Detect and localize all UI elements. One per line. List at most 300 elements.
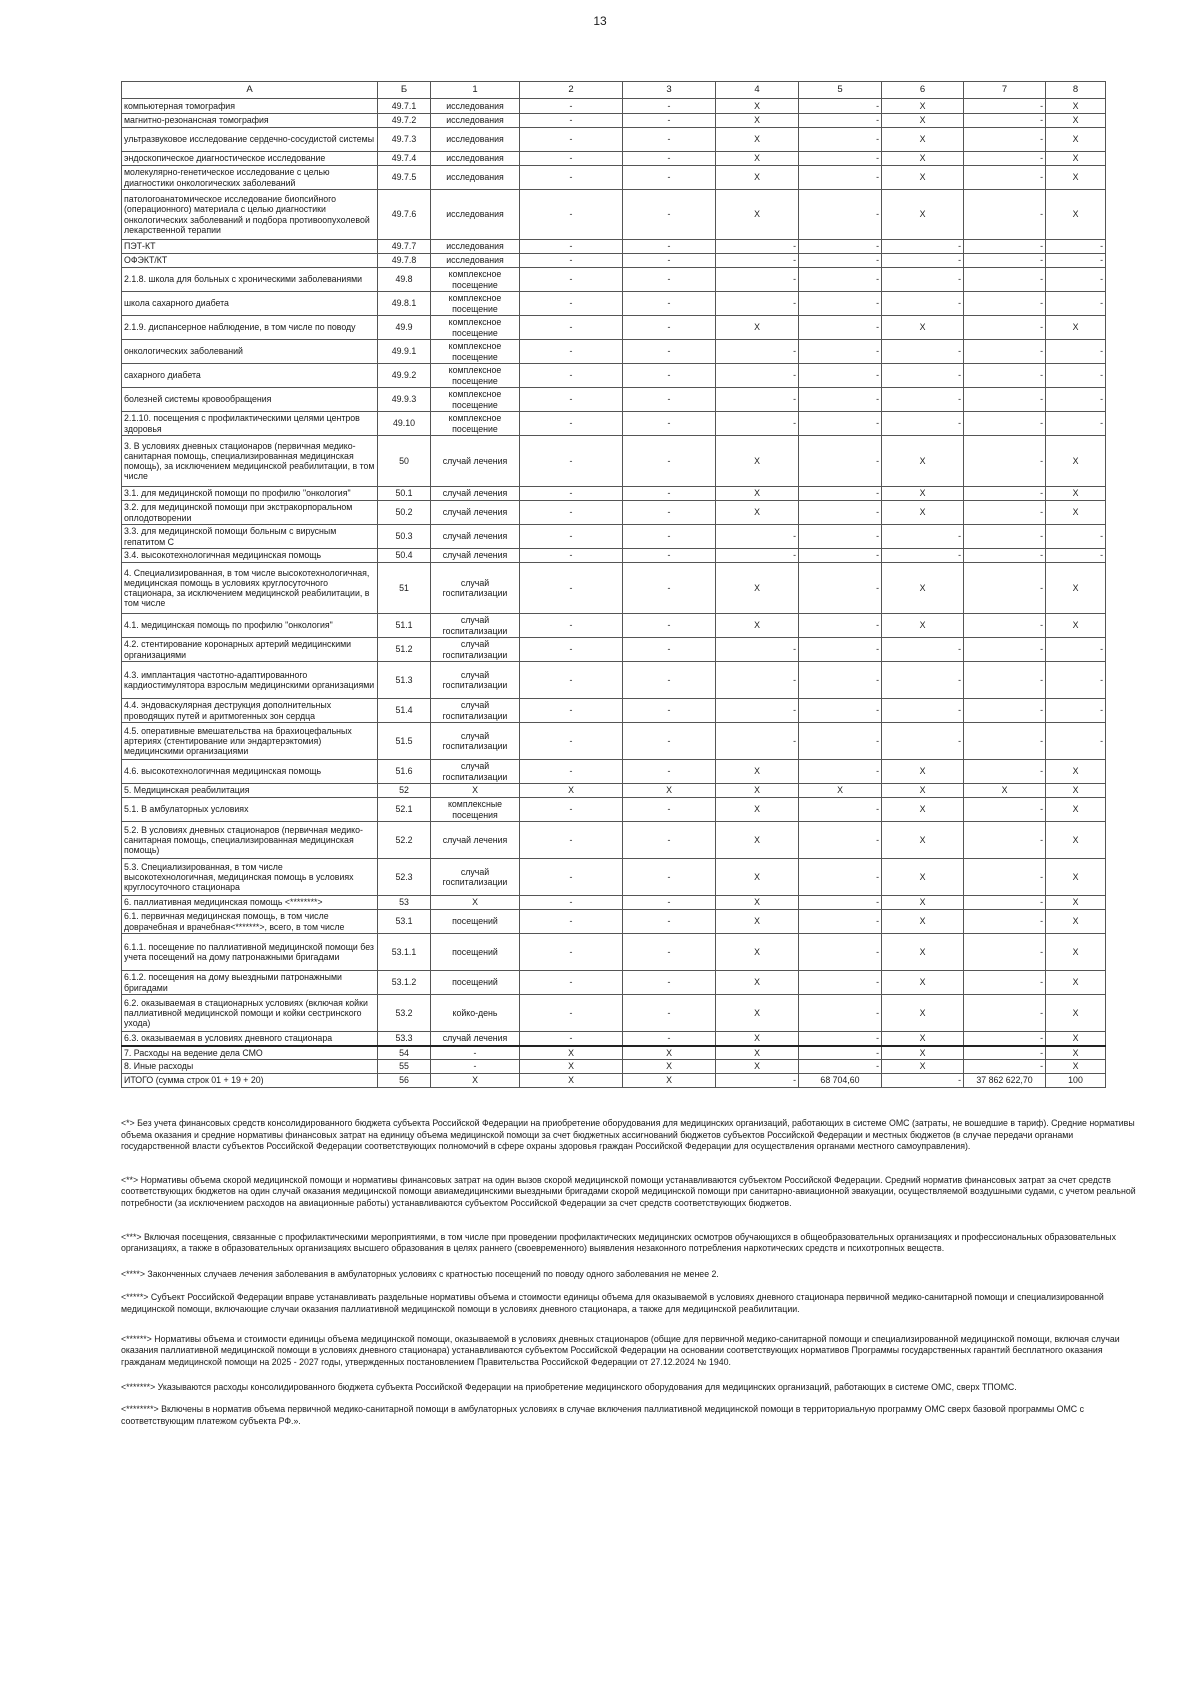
value-cell: - [520,436,623,487]
value-cell: - [1046,292,1106,316]
row-name-cell: 2.1.8. школа для больных с хроническими заболеваниями [122,268,378,292]
value-cell: - [799,614,882,638]
table-row [122,638,1106,662]
value-cell: - [623,99,716,114]
column-header: 5 [799,82,882,99]
value-cell: X [623,1046,716,1060]
value-cell: - [623,190,716,240]
value-cell: - [623,699,716,723]
value-cell: - [1046,240,1106,254]
value-cell: - [520,487,623,501]
value-cell: - [716,268,799,292]
table-row [122,1032,1106,1046]
table-row [122,114,1106,128]
value-cell: - [799,798,882,822]
value-cell: - [799,436,882,487]
value-cell: - [799,1060,882,1074]
row-name-cell: ультразвуковое исследование сердечно-сосудистой системы [122,128,378,152]
value-cell: - [623,760,716,784]
value-cell: - [520,166,623,190]
value-cell: X [716,501,799,525]
value-cell: - [716,1074,799,1088]
unit-cell: случай госпитализации [431,614,520,638]
footnote: <*****> Субъект Российской Федерации вправе устанавливать раздельные нормативы объема и стоимости единицы объема для оказываемой в условиях дневного стационара первичной медико-санитарной помощи и специализированной медицинской помощи, включающие случаи оказания паллиативной медицинской помощи в условиях дневного стационара, а также для медицинской реабилитации. [121,1292,1104,1314]
value-cell: - [623,563,716,614]
value-cell: - [882,549,964,563]
value-cell: - [623,316,716,340]
value-cell: - [520,268,623,292]
row-name-cell: 8. Иные расходы [122,1060,378,1074]
table-row [122,859,1106,896]
unit-cell: случай лечения [431,487,520,501]
value-cell: - [964,798,1046,822]
value-cell: - [623,340,716,364]
unit-cell: случай лечения [431,501,520,525]
value-cell: X [1046,971,1106,995]
value-cell: X [520,784,623,798]
row-code-cell: 54 [378,1046,431,1060]
row-code-cell: 49.8 [378,268,431,292]
value-cell: - [964,896,1046,910]
table-row [122,662,1106,699]
value-cell: - [964,525,1046,549]
value-cell: X [716,152,799,166]
value-cell: X [716,859,799,896]
value-cell: X [716,316,799,340]
value-cell: - [520,152,623,166]
value-cell: X [1046,934,1106,971]
value-cell: X [716,190,799,240]
column-header: 3 [623,82,716,99]
unit-cell: исследования [431,166,520,190]
value-cell: X [882,995,964,1032]
value-cell: X [882,316,964,340]
value-cell: X [882,614,964,638]
value-cell: X [1046,1046,1106,1060]
value-cell: - [520,114,623,128]
row-name-cell: 5.1. В амбулаторных условиях [122,798,378,822]
value-cell: X [882,563,964,614]
value-cell: X [964,784,1046,798]
table-row [122,614,1106,638]
value-cell: X [1046,99,1106,114]
value-cell: - [520,896,623,910]
value-cell: X [520,1074,623,1088]
value-cell: - [623,388,716,412]
value-cell: - [716,549,799,563]
value-cell: - [1046,662,1106,699]
unit-cell: случай госпитализации [431,662,520,699]
value-cell: - [799,934,882,971]
value-cell: - [964,662,1046,699]
row-code-cell: 49.7.4 [378,152,431,166]
value-cell: - [623,268,716,292]
row-code-cell: 56 [378,1074,431,1088]
value-cell: X [1046,487,1106,501]
row-code-cell: 50.4 [378,549,431,563]
unit-cell: комплексное посещение [431,268,520,292]
table-row [122,316,1106,340]
unit-cell: комплексные посещения [431,798,520,822]
value-cell: X [716,614,799,638]
value-cell: - [520,388,623,412]
value-cell: - [799,859,882,896]
table-row [122,364,1106,388]
value-cell: - [716,240,799,254]
row-code-cell: 53.3 [378,1032,431,1046]
value-cell: X [882,128,964,152]
value-cell: - [882,340,964,364]
value-cell: - [964,412,1046,436]
value-cell: - [520,910,623,934]
unit-cell: - [431,1060,520,1074]
footnote: <****> Законченных случаев лечения заболевания в амбулаторных условиях с кратностью посещений по поводу одного заболевания не менее 2. [121,1268,719,1279]
value-cell: X [1046,114,1106,128]
unit-cell: случай лечения [431,549,520,563]
column-header: 6 [882,82,964,99]
unit-cell: случай лечения [431,822,520,859]
table-row [122,549,1106,563]
value-cell: - [964,638,1046,662]
unit-cell: посещений [431,910,520,934]
footnote: <*******> Указываются расходы консолидированного бюджета субъекта Российской Федерации на приобретение медицинского оборудования для медицинских организаций, работающих в системе ОМС, сверх ТПОМС. [121,1382,1017,1393]
table-row [122,723,1106,760]
value-cell: - [799,699,882,723]
footnote: <***> Включая посещения, связанные с профилактическими мероприятиями, в том числе при проведении профилактических медицинских осмотров обучающихся в общеобразовательных организациях и профессиональных образовательных организациях, а также в образовательных организациях высшего образования в целях раннего (своевременного) выявления незаконного потребления наркотических средств и психотропных веществ. [121,1231,1116,1254]
value-cell: - [882,525,964,549]
table-header-row [122,82,1106,99]
value-cell: - [799,340,882,364]
value-cell: - [799,268,882,292]
value-cell: - [623,798,716,822]
value-cell: X [1046,436,1106,487]
value-cell: - [623,822,716,859]
value-cell: - [1046,412,1106,436]
value-cell: X [882,822,964,859]
value-cell: - [1046,525,1106,549]
row-name-cell: 4.2. стентирование коронарных артерий медицинскими организациями [122,638,378,662]
footnotes [121,1118,1136,1427]
value-cell: X [1046,784,1106,798]
value-cell: X [882,1046,964,1060]
value-cell: - [882,699,964,723]
value-cell: - [799,760,882,784]
value-cell: - [882,638,964,662]
row-code-cell: 49.9.2 [378,364,431,388]
unit-cell: - [431,1046,520,1060]
value-cell: - [964,190,1046,240]
value-cell: - [799,128,882,152]
value-cell: X [882,436,964,487]
value-cell: - [623,1032,716,1046]
value-cell: X [1046,501,1106,525]
row-code-cell: 53.1 [378,910,431,934]
unit-cell: случай госпитализации [431,723,520,760]
value-cell: - [520,723,623,760]
unit-cell: посещений [431,934,520,971]
table-row [122,525,1106,549]
value-cell: - [964,971,1046,995]
row-name-cell: 6.2. оказываемая в стационарных условиях (включая койки паллиативной медицинской помощи и койки сестринского ухода) [122,995,378,1032]
table-row [122,487,1106,501]
unit-cell: X [431,784,520,798]
row-code-cell: 50 [378,436,431,487]
row-name-cell: болезней системы кровообращения [122,388,378,412]
value-cell: X [882,1060,964,1074]
value-cell: - [623,910,716,934]
unit-cell: исследования [431,114,520,128]
page-number: 13 [593,14,607,28]
unit-cell: комплексное посещение [431,388,520,412]
row-code-cell: 51.3 [378,662,431,699]
value-cell: - [964,723,1046,760]
column-header: 8 [1046,82,1106,99]
value-cell: - [623,292,716,316]
value-cell: X [716,784,799,798]
unit-cell: случай лечения [431,525,520,549]
value-cell: X [882,190,964,240]
table-row [122,388,1106,412]
value-cell: - [623,114,716,128]
value-cell: - [623,487,716,501]
value-cell: - [799,190,882,240]
row-code-cell: 52.1 [378,798,431,822]
value-cell: - [964,436,1046,487]
value-cell: X [716,760,799,784]
value-cell: - [623,240,716,254]
row-name-cell: 6. паллиативная медицинская помощь <********> [122,896,378,910]
value-cell: - [964,859,1046,896]
value-cell: X [1046,1060,1106,1074]
table-row [122,152,1106,166]
table-row [122,254,1106,268]
value-cell: X [1046,896,1106,910]
row-name-cell: магнитно-резонансная томография [122,114,378,128]
table-row [122,1074,1106,1088]
value-cell: X [716,487,799,501]
table-row [122,760,1106,784]
column-header: 2 [520,82,623,99]
value-cell: - [1046,340,1106,364]
row-name-cell: 5.2. В условиях дневных стационаров (первичная медико-санитарная помощь, специализированная медицинская помощь) [122,822,378,859]
value-cell: - [716,364,799,388]
table-row [122,971,1106,995]
value-cell: - [520,190,623,240]
unit-cell: случай госпитализации [431,699,520,723]
value-cell: - [964,995,1046,1032]
table-row [122,910,1106,934]
value-cell: X [882,760,964,784]
row-code-cell: 49.7.5 [378,166,431,190]
row-name-cell: 6.1.2. посещения на дому выездными патронажными бригадами [122,971,378,995]
value-cell: - [520,822,623,859]
column-header: Б [378,82,431,99]
value-cell: - [882,1074,964,1088]
value-cell: - [623,525,716,549]
value-cell: X [716,934,799,971]
value-cell: X [882,971,964,995]
row-code-cell: 51.2 [378,638,431,662]
unit-cell: комплексное посещение [431,364,520,388]
value-cell: - [623,638,716,662]
value-cell: - [623,152,716,166]
unit-cell: комплексное посещение [431,316,520,340]
value-cell: - [623,549,716,563]
value-cell: X [882,798,964,822]
value-cell: X [799,784,882,798]
value-cell: - [882,662,964,699]
row-name-cell: ОФЭКТ/КТ [122,254,378,268]
value-cell: - [799,723,882,760]
value-cell: - [799,364,882,388]
table-row [122,934,1106,971]
value-cell: - [964,240,1046,254]
table-row [122,1060,1106,1074]
value-cell: - [882,240,964,254]
footnote: <********> Включены в норматив объема первичной медико-санитарной помощи в амбулаторных условиях в случае включения паллиативной медицинской помощи в территориальную программу ОМС сверх базовой программы ОМС с соответствующим платежом субъекта РФ.». [121,1403,1085,1426]
value-cell: X [716,798,799,822]
value-cell: - [799,316,882,340]
value-cell: - [520,549,623,563]
row-name-cell: 6.1.1. посещение по паллиативной медицинской помощи без учета посещений на дому патронажными бригадами [122,934,378,971]
table-row [122,128,1106,152]
value-cell: X [882,99,964,114]
value-cell: - [520,859,623,896]
value-cell: - [964,487,1046,501]
value-cell: X [1046,798,1106,822]
value-cell: X [882,910,964,934]
value-cell: X [882,934,964,971]
value-cell: - [964,268,1046,292]
value-cell: - [520,699,623,723]
value-cell: - [623,364,716,388]
row-name-cell: 3.3. для медицинской помощи больным с вирусным гепатитом С [122,525,378,549]
row-code-cell: 49.7.6 [378,190,431,240]
row-name-cell: 2.1.9. диспансерное наблюдение, в том числе по поводу [122,316,378,340]
table-row [122,292,1106,316]
value-cell: X [716,436,799,487]
value-cell: - [964,99,1046,114]
value-cell: - [623,896,716,910]
row-name-cell: 4.1. медицинская помощь по профилю "онкология" [122,614,378,638]
row-code-cell: 53 [378,896,431,910]
value-cell: - [520,798,623,822]
row-code-cell: 50.2 [378,501,431,525]
value-cell: X [1046,859,1106,896]
value-cell: - [799,995,882,1032]
row-code-cell: 49.7.3 [378,128,431,152]
value-cell: - [1046,268,1106,292]
table-row [122,240,1106,254]
row-code-cell: 49.9.1 [378,340,431,364]
value-cell: - [623,128,716,152]
table-row [122,436,1106,487]
value-cell: - [716,638,799,662]
value-cell: - [964,292,1046,316]
value-cell: - [623,254,716,268]
value-cell: X [716,896,799,910]
value-cell: X [623,1060,716,1074]
row-name-cell: 3.2. для медицинской помощи при экстракорпоральном оплодотворении [122,501,378,525]
row-name-cell: 5.3. Специализированная, в том числе высокотехнологичная, медицинская помощь в условиях круглосуточного стационара [122,859,378,896]
value-cell: - [623,412,716,436]
value-cell: - [964,388,1046,412]
value-cell: - [799,1046,882,1060]
row-code-cell: 49.7.1 [378,99,431,114]
value-cell: - [520,971,623,995]
value-cell: - [520,662,623,699]
value-cell: - [520,316,623,340]
unit-cell: посещений [431,971,520,995]
row-code-cell: 49.10 [378,412,431,436]
value-cell: - [964,364,1046,388]
value-cell: - [799,638,882,662]
value-cell: - [1046,638,1106,662]
row-name-cell: 6.3. оказываемая в условиях дневного стационара [122,1032,378,1046]
unit-cell: случай лечения [431,436,520,487]
value-cell: - [882,388,964,412]
value-cell: - [799,412,882,436]
unit-cell: исследования [431,190,520,240]
value-cell: - [799,152,882,166]
value-cell: X [716,114,799,128]
column-header: 1 [431,82,520,99]
value-cell: X [882,152,964,166]
value-cell: - [520,995,623,1032]
value-cell: X [1046,128,1106,152]
value-cell: - [716,699,799,723]
footnote: <**> Нормативы объема скорой медицинской помощи и нормативы финансовых затрат на один вызов скорой медицинской помощи устанавливаются субъектом Российской Федерации. Средний норматив финансовых затрат за счет средств соответствующих бюджетов на один случай оказания медицинской помощи авиамедицинскими выездными бригадами скорой медицинской помощи при санитарно-авиационной эвакуации, осуществляемой воздушными судами, с учетом реальной потребности (за исключением расходов на авиационные работы) устанавливаются субъектом Российской Федерации за счет средств соответствующих бюджетов. [121,1174,1136,1208]
row-code-cell: 52.2 [378,822,431,859]
value-cell: - [1046,699,1106,723]
row-name-cell: 4. Специализированная, в том числе высокотехнологичная, медицинская помощь в условиях круглосуточного стационара, за исключением медицинской реабилитации, в том числе [122,563,378,614]
value-cell: - [964,563,1046,614]
row-name-cell: 2.1.10. посещения с профилактическими целями центров здоровья [122,412,378,436]
value-cell: X [1046,760,1106,784]
row-name-cell: 4.5. оперативные вмешательства на брахиоцефальных артериях (стентирование или эндартерэктомия) медицинскими организациями [122,723,378,760]
value-cell: - [964,910,1046,934]
value-cell: - [799,971,882,995]
value-cell: X [520,1046,623,1060]
value-cell: - [799,487,882,501]
value-cell: X [1046,190,1106,240]
row-code-cell: 53.1.1 [378,934,431,971]
row-code-cell: 49.7.7 [378,240,431,254]
row-code-cell: 51.4 [378,699,431,723]
value-cell: - [799,910,882,934]
value-cell: - [964,614,1046,638]
table-row [122,99,1106,114]
value-cell: X [716,128,799,152]
value-cell: - [964,501,1046,525]
value-cell: - [520,1032,623,1046]
value-cell: 100 [1046,1074,1106,1088]
value-cell: - [623,662,716,699]
value-cell: X [716,563,799,614]
table-body [122,99,1106,1088]
funding-table [121,81,1106,1088]
value-cell: X [1046,910,1106,934]
value-cell: - [716,340,799,364]
unit-cell: исследования [431,152,520,166]
row-code-cell: 49.9 [378,316,431,340]
table-row [122,166,1106,190]
table-row [122,1046,1106,1060]
value-cell: - [964,128,1046,152]
value-cell: X [1046,166,1106,190]
row-name-cell: 4.4. эндоваскулярная деструкция дополнительных проводящих путей и аритмогенных зон сердца [122,699,378,723]
value-cell: - [799,501,882,525]
